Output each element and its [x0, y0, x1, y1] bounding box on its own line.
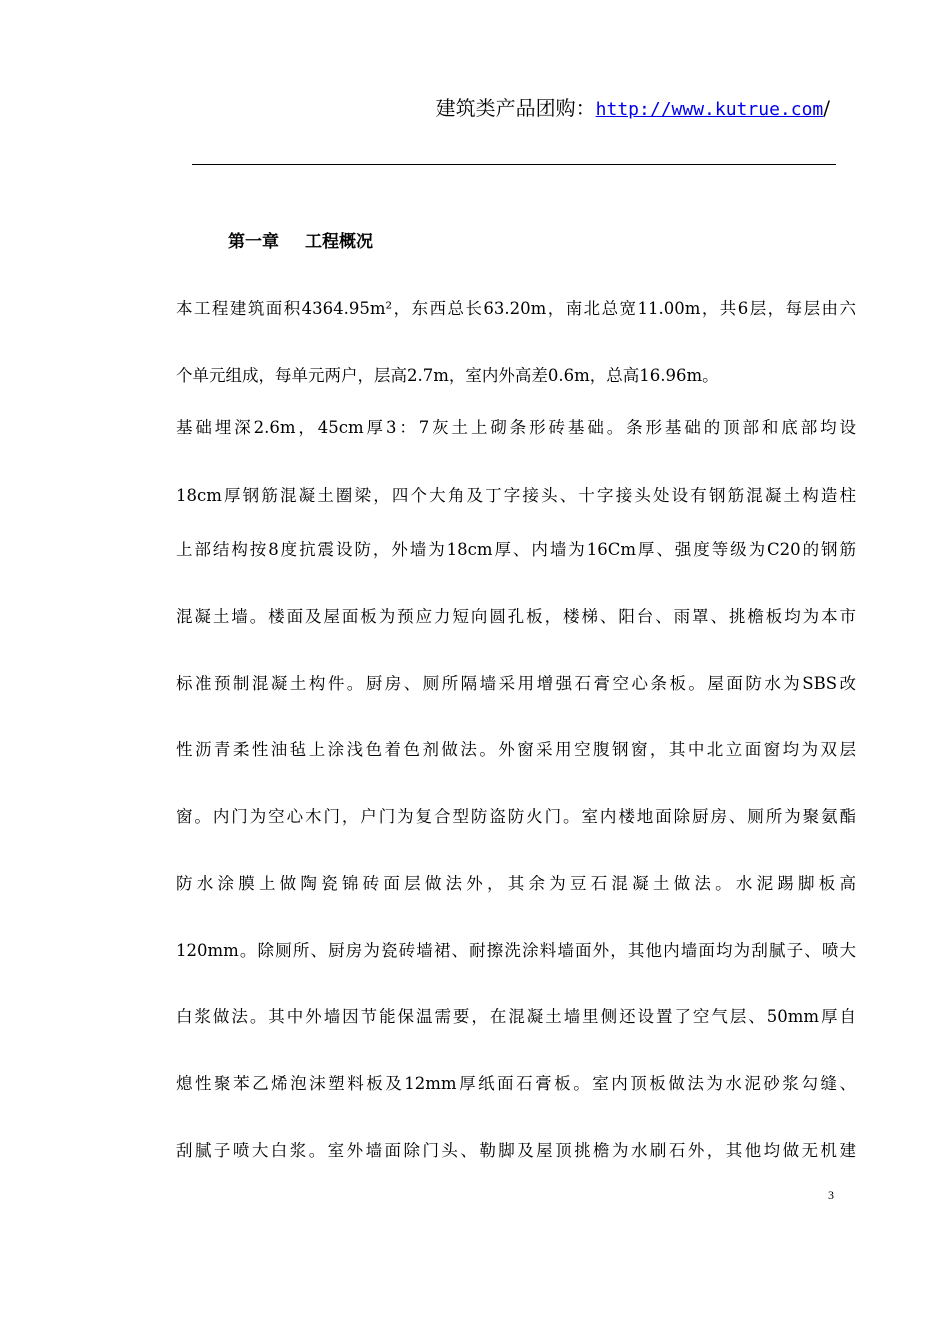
body-line: 熄性聚苯乙烯泡沫塑料板及12mm厚纸面石膏板。室内顶板做法为水泥砂浆勾缝、: [176, 1074, 856, 1093]
chapter-title: 工程概况: [305, 232, 373, 252]
page-number: 3: [828, 1188, 834, 1202]
header-trail: /: [823, 96, 830, 120]
page-header: [436, 94, 830, 124]
header-link[interactable]: http://www.kutrue.com: [595, 99, 824, 120]
header-label: 建筑类产品团购：: [435, 96, 596, 120]
body-line: 标准预制混凝土构件。厨房、厕所隔墙采用增强石膏空心条板。屋面防水为SBS改: [176, 674, 856, 693]
body-line: 18cm厚钢筋混凝土圈梁，四个大角及丁字接头、十字接头处设有钢筋混凝土构造柱: [176, 486, 856, 505]
body-line: 窗。内门为空心木门，户门为复合型防盗防火门。室内楼地面除厨房、厕所为聚氨酯: [176, 807, 856, 826]
body-line: 刮腻子喷大白浆。室外墙面除门头、勒脚及屋顶挑檐为水刷石外，其他均做无机建: [176, 1141, 856, 1160]
body-line: 基础埋深2.6m，45cm厚3：7灰土上砌条形砖基础。条形基础的顶部和底部均设: [176, 418, 856, 437]
body-line: 上部结构按8度抗震设防，外墙为18cm厚、内墙为16Cm厚、强度等级为C20的钢筋: [176, 540, 856, 559]
chapter-number: 第一章: [228, 232, 279, 252]
body-line: 性沥青柔性油毡上涂浅色着色剂做法。外窗采用空腹钢窗，其中北立面窗均为双层: [176, 740, 856, 759]
header-divider: [192, 164, 836, 165]
body-line: 120mm。除厕所、厨房为瓷砖墙裙、耐擦洗涂料墙面外，其他内墙面均为刮腻子、喷大: [176, 941, 856, 960]
body-line: 个单元组成，每单元两户，层高2.7m，室内外高差0.6m，总高16.96m。: [176, 366, 719, 385]
body-line: 白浆做法。其中外墙因节能保温需要，在混凝土墙里侧还设置了空气层、50mm厚自: [176, 1007, 856, 1026]
body-line: 混凝土墙。楼面及屋面板为预应力短向圆孔板，楼梯、阳台、雨罩、挑檐板均为本市: [176, 607, 856, 626]
body-line: 本工程建筑面积4364.95m²，东西总长63.20m，南北总宽11.00m，共6层，每层由六: [176, 299, 856, 318]
body-line: 防水涂膜上做陶瓷锦砖面层做法外，其余为豆石混凝土做法。水泥踢脚板高: [176, 874, 856, 893]
chapter-heading: [228, 230, 373, 254]
